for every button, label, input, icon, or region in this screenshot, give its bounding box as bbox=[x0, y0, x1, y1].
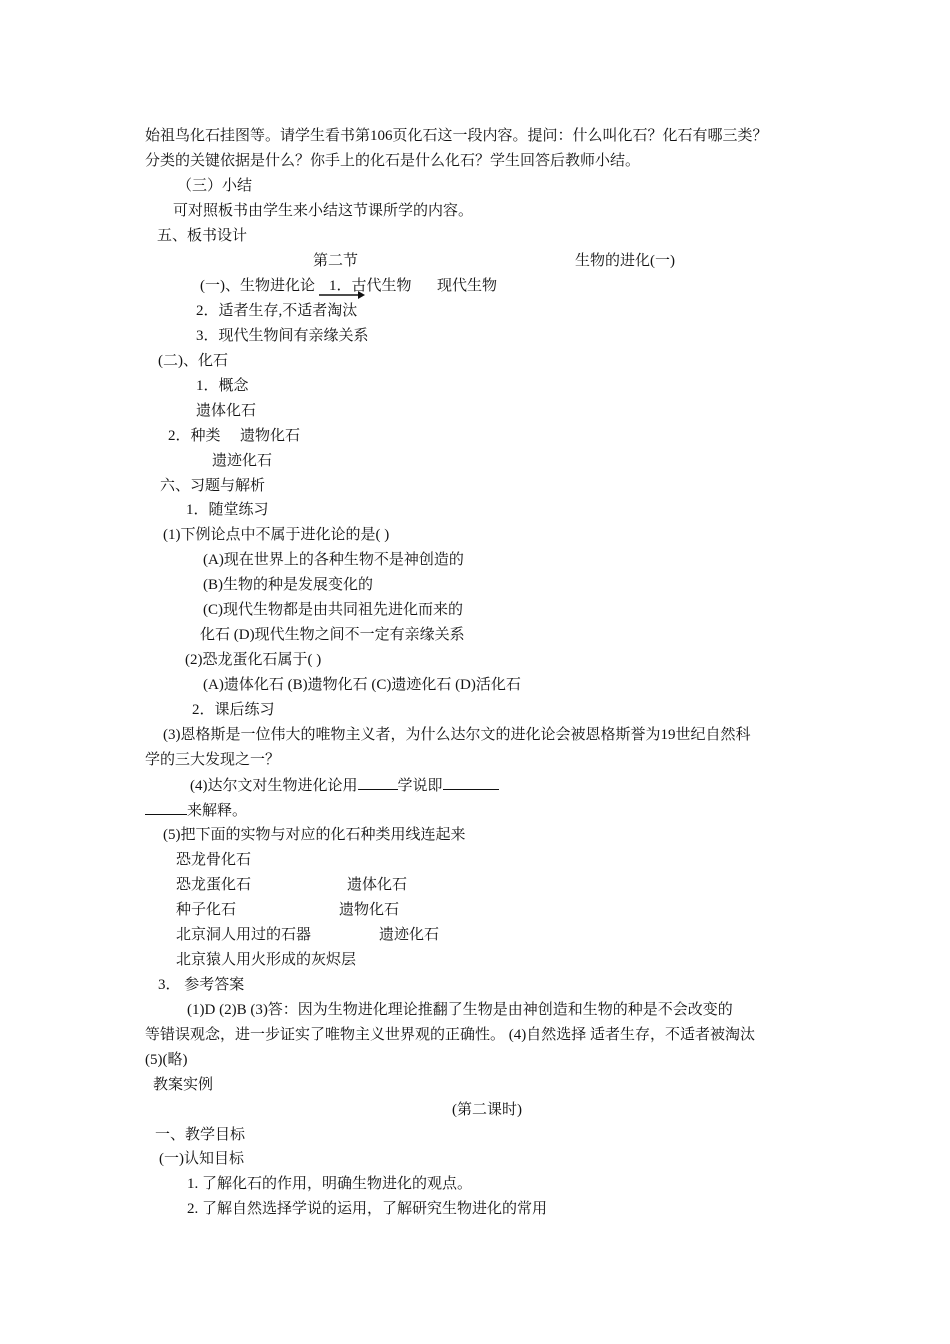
question: 学的三大发现之一？ bbox=[145, 752, 281, 768]
match-category: 遗迹化石 bbox=[379, 927, 440, 943]
question bbox=[145, 800, 247, 821]
text-line: 1．随堂练习 bbox=[186, 502, 269, 518]
text-line: 始祖鸟化石挂图等。请学生看书第106页化石这一段内容。提问：什么叫化石？化石有哪三类？ bbox=[145, 128, 768, 144]
option: (A)现在世界上的各种生物不是神创造的 bbox=[203, 552, 464, 568]
board-item: (二)、化石 bbox=[158, 353, 228, 369]
match-item: 种子化石 bbox=[176, 902, 237, 918]
section-heading: 教案实例 bbox=[153, 1077, 214, 1093]
option: (A)遗体化石 (B)遗物化石 (C)遗迹化石 (D)活化石 bbox=[203, 677, 521, 693]
question: (1)下例论点中不属于进化论的是( ) bbox=[163, 527, 390, 543]
lesson-title: (第二课时) bbox=[452, 1102, 522, 1118]
board-item: 1．概念 bbox=[196, 378, 249, 394]
board-item: 1．古代生物 bbox=[329, 278, 412, 294]
match-item: 恐龙骨化石 bbox=[176, 852, 252, 868]
board-item: 遗物化石 bbox=[240, 428, 301, 444]
question: (3)恩格斯是一位伟大的唯物主义者，为什么达尔文的进化论会被恩格斯誉为19世纪自然科 bbox=[163, 727, 751, 743]
question bbox=[190, 775, 499, 796]
answer-text: (5)(略) bbox=[145, 1052, 188, 1068]
match-category: 遗物化石 bbox=[339, 902, 400, 918]
board-item: 2．适者生存,不适者淘汰 bbox=[196, 303, 358, 319]
answer-text: 等错误观念，进一步证实了唯物主义世界观的正确性。 (4)自然选择 适者生存，不适者被淘汰 bbox=[145, 1027, 755, 1043]
text-line: 2. 了解自然选择学说的运用，了解研究生物进化的常用 bbox=[187, 1201, 548, 1217]
answer-blank bbox=[443, 775, 499, 790]
text-line: 1. 了解化石的作用，明确生物进化的观点。 bbox=[187, 1176, 473, 1192]
question-text: (4)达尔文对生物进化论用 bbox=[190, 778, 358, 794]
text-line: 分类的关键依据是什么？你手上的化石是什么化石？学生回答后教师小结。 bbox=[145, 153, 641, 169]
board-item: 遗体化石 bbox=[196, 403, 257, 419]
text-line: 3． 参考答案 bbox=[158, 977, 245, 993]
board-item: 2．种类 bbox=[168, 428, 221, 444]
question-text: 来解释。 bbox=[187, 803, 248, 819]
option: 化石 (D)现代生物之间不一定有亲缘关系 bbox=[200, 627, 465, 643]
option: (B)生物的种是发展变化的 bbox=[203, 577, 373, 593]
match-item: 恐龙蛋化石 bbox=[176, 877, 252, 893]
answer-blank bbox=[145, 800, 187, 815]
match-item: 北京猿人用火形成的灰烬层 bbox=[176, 952, 357, 968]
section-heading: 五、板书设计 bbox=[157, 228, 248, 244]
arrow-icon bbox=[318, 290, 366, 300]
board-item: 3．现代生物间有亲缘关系 bbox=[196, 328, 369, 344]
text-line: 2．课后练习 bbox=[192, 702, 275, 718]
answer-text: (1)D (2)B (3)答：因为生物进化理论推翻了生物是由神创造和生物的种是不会改变的 bbox=[187, 1002, 733, 1018]
text-line: 可对照板书由学生来小结这节课所学的内容。 bbox=[173, 203, 474, 219]
board-title: 生物的进化(一) bbox=[575, 253, 675, 269]
section-heading: 一、教学目标 bbox=[155, 1127, 246, 1143]
match-item: 北京洞人用过的石器 bbox=[176, 927, 312, 943]
section-heading: (一)认知目标 bbox=[159, 1151, 244, 1167]
section-heading: （三）小结 bbox=[177, 178, 253, 194]
answer-blank bbox=[358, 775, 398, 790]
question: (5)把下面的实物与对应的化石种类用线连起来 bbox=[163, 827, 466, 843]
board-item: 现代生物 bbox=[437, 278, 498, 294]
option: (C)现代生物都是由共同祖先进化而来的 bbox=[203, 602, 463, 618]
board-item: 遗迹化石 bbox=[212, 453, 273, 469]
question-text: 学说即 bbox=[397, 778, 443, 794]
board-item: (一)、生物进化论 bbox=[200, 278, 315, 294]
question: (2)恐龙蛋化石属于( ) bbox=[185, 652, 322, 668]
board-title: 第二节 bbox=[313, 253, 359, 269]
section-heading: 六、习题与解析 bbox=[160, 478, 266, 494]
match-category: 遗体化石 bbox=[347, 877, 408, 893]
